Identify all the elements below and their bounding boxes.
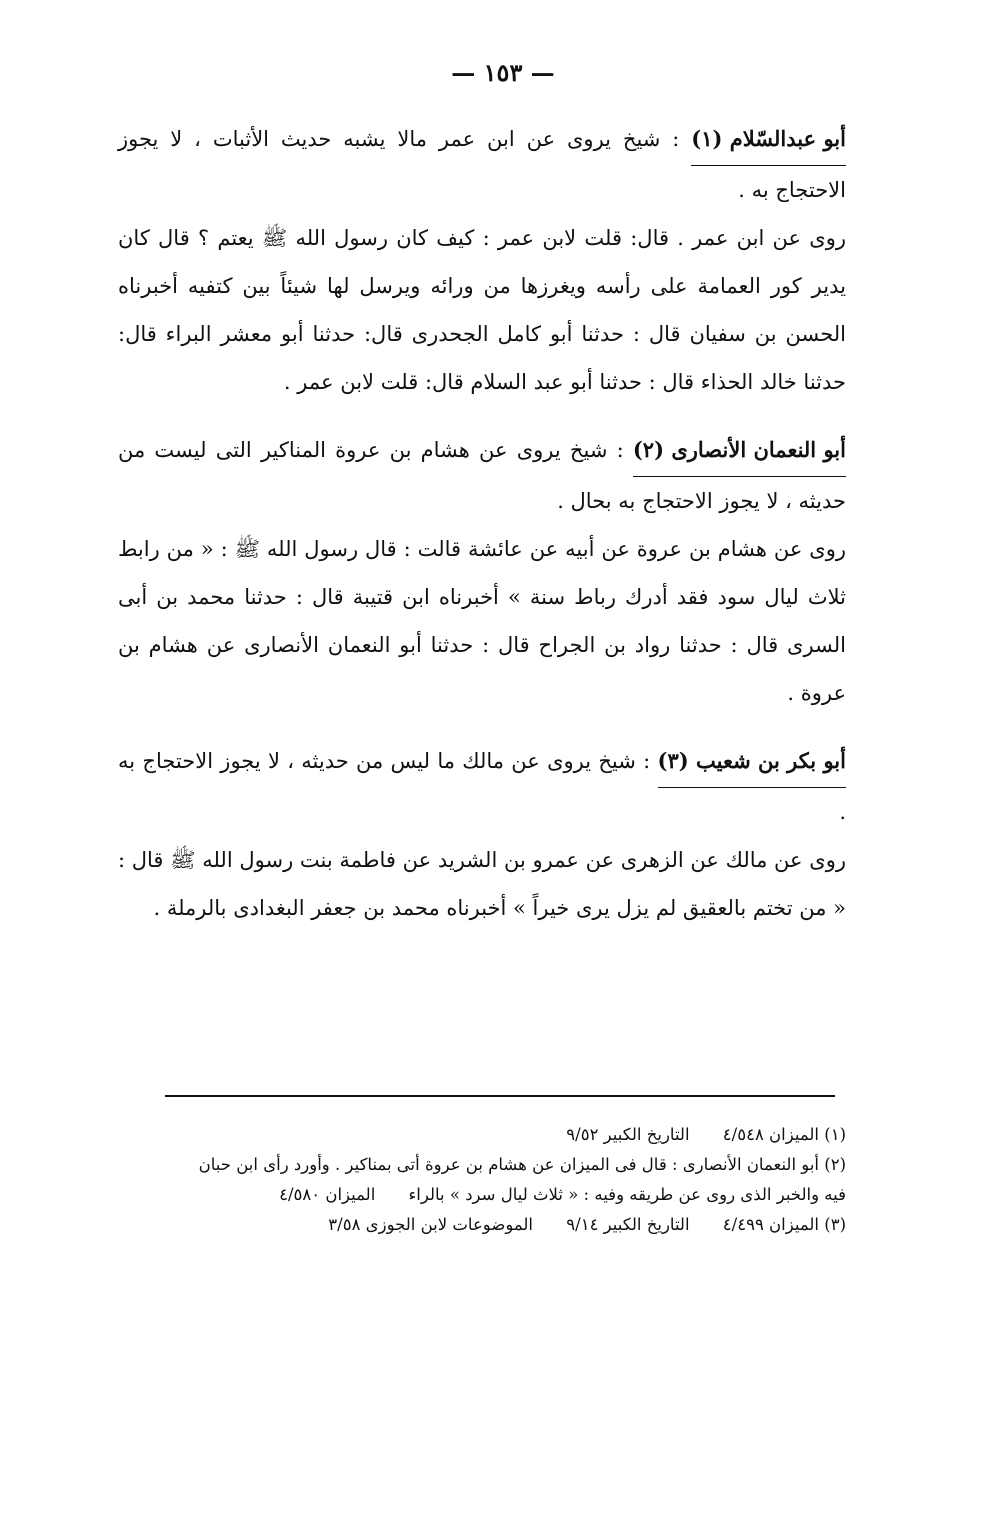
footnote-1-reference: التاريخ الكبير ٩/٥٢ [566, 1125, 690, 1144]
footnotes [118, 1120, 846, 1240]
footnote-2-line-1: (٢) أبو النعمان الأنصارى : قال فى الميزان عن هشام بن عروة أتى بمناكير . وأورد رأى ابن حبان [198, 1155, 846, 1174]
narrator-name: أبو بكر بن شعيب (٣) [658, 737, 846, 788]
footnote-3 [118, 1210, 846, 1240]
narrator-name: أبو النعمان الأنصارى (٢) [633, 426, 846, 477]
footnote-2-reference: الميزان ٤/٥٨٠ [279, 1185, 376, 1204]
footnote-1 [118, 1120, 846, 1150]
footnote-2-line-2 [118, 1180, 846, 1210]
narration-paragraph: روى عن ابن عمر . قال: قلت لابن عمر : كيف كان رسول الله ﷺ يعتم ؟ قال كان يدير كور العمامة على رأسه ويغرزها من ورائه ويرسل لها شيئاً بين كتفيه أخبرناه الحسن بن سفيان قال : حدثنا أبو كامل الجحدرى قال: حدثنا أبو معشر البراء قال: حدثنا خالد الحذاء قال : حدثنا أبو عبد السلام قال: قلت لابن عمر . [118, 226, 846, 394]
narrator-description: : شيخ يروى عن هشام بن عروة المناكير التى ليست من حديثه ، لا يجوز الاحتجاج به بحال . [118, 438, 846, 513]
narrator-description: : شيخ يروى عن مالك ما ليس من حديثه ، لا يجوز الاحتجاج به . [118, 749, 846, 824]
footnote-2-text: فيه والخبر الذى روى عن طريقه وفيه : « ثلاث ليال سرد » بالراء [408, 1185, 846, 1204]
entry-heading-paragraph [118, 115, 846, 214]
narrator-description: : شيخ يروى عن ابن عمر مالا يشبه حديث الأثبات ، لا يجوز الاحتجاج به . [118, 127, 846, 202]
entry-heading-paragraph [118, 737, 846, 836]
narration-paragraph: روى عن هشام بن عروة عن أبيه عن عائشة قالت : قال رسول الله ﷺ : « من رابط ثلاث ليال سود فقد أدرك رباط سنة » أخبرناه ابن قتيبة قال : حدثنا محمد بن أبى السرى قال : حدثنا رواد بن الجراح قال : حدثنا أبو النعمان الأنصارى عن هشام بن عروة . [118, 537, 846, 705]
footnote-divider [165, 1095, 835, 1097]
narrator-name: أبو عبدالسّلام (١) [691, 115, 846, 166]
narration-paragraph: روى عن مالك عن الزهرى عن عمرو بن الشريد عن فاطمة بنت رسول الله ﷺ قال : « من تختم بالعقيق لم يزل يرى خيراً » أخبرناه محمد بن جعفر البغدادى بالرملة . [118, 848, 846, 920]
footnote-3-reference-2: الموضوعات لابن الجوزى ٣/٥٨ [328, 1215, 534, 1234]
entry-abu-bakr-bin-shuayb [118, 737, 846, 932]
entry-abu-numan-ansari [118, 426, 846, 717]
footnote-3-text: (٣) الميزان ٤/٤٩٩ [722, 1215, 846, 1234]
entry-abu-abdissalam [118, 115, 846, 406]
entry-heading-paragraph [118, 426, 846, 525]
footnote-3-reference-1: التاريخ الكبير ٩/١٤ [566, 1215, 690, 1234]
page-body [118, 115, 846, 952]
footnote-1-text: (١) الميزان ٤/٥٤٨ [722, 1125, 846, 1144]
page-number: — ١٥٣ — [451, 58, 555, 87]
